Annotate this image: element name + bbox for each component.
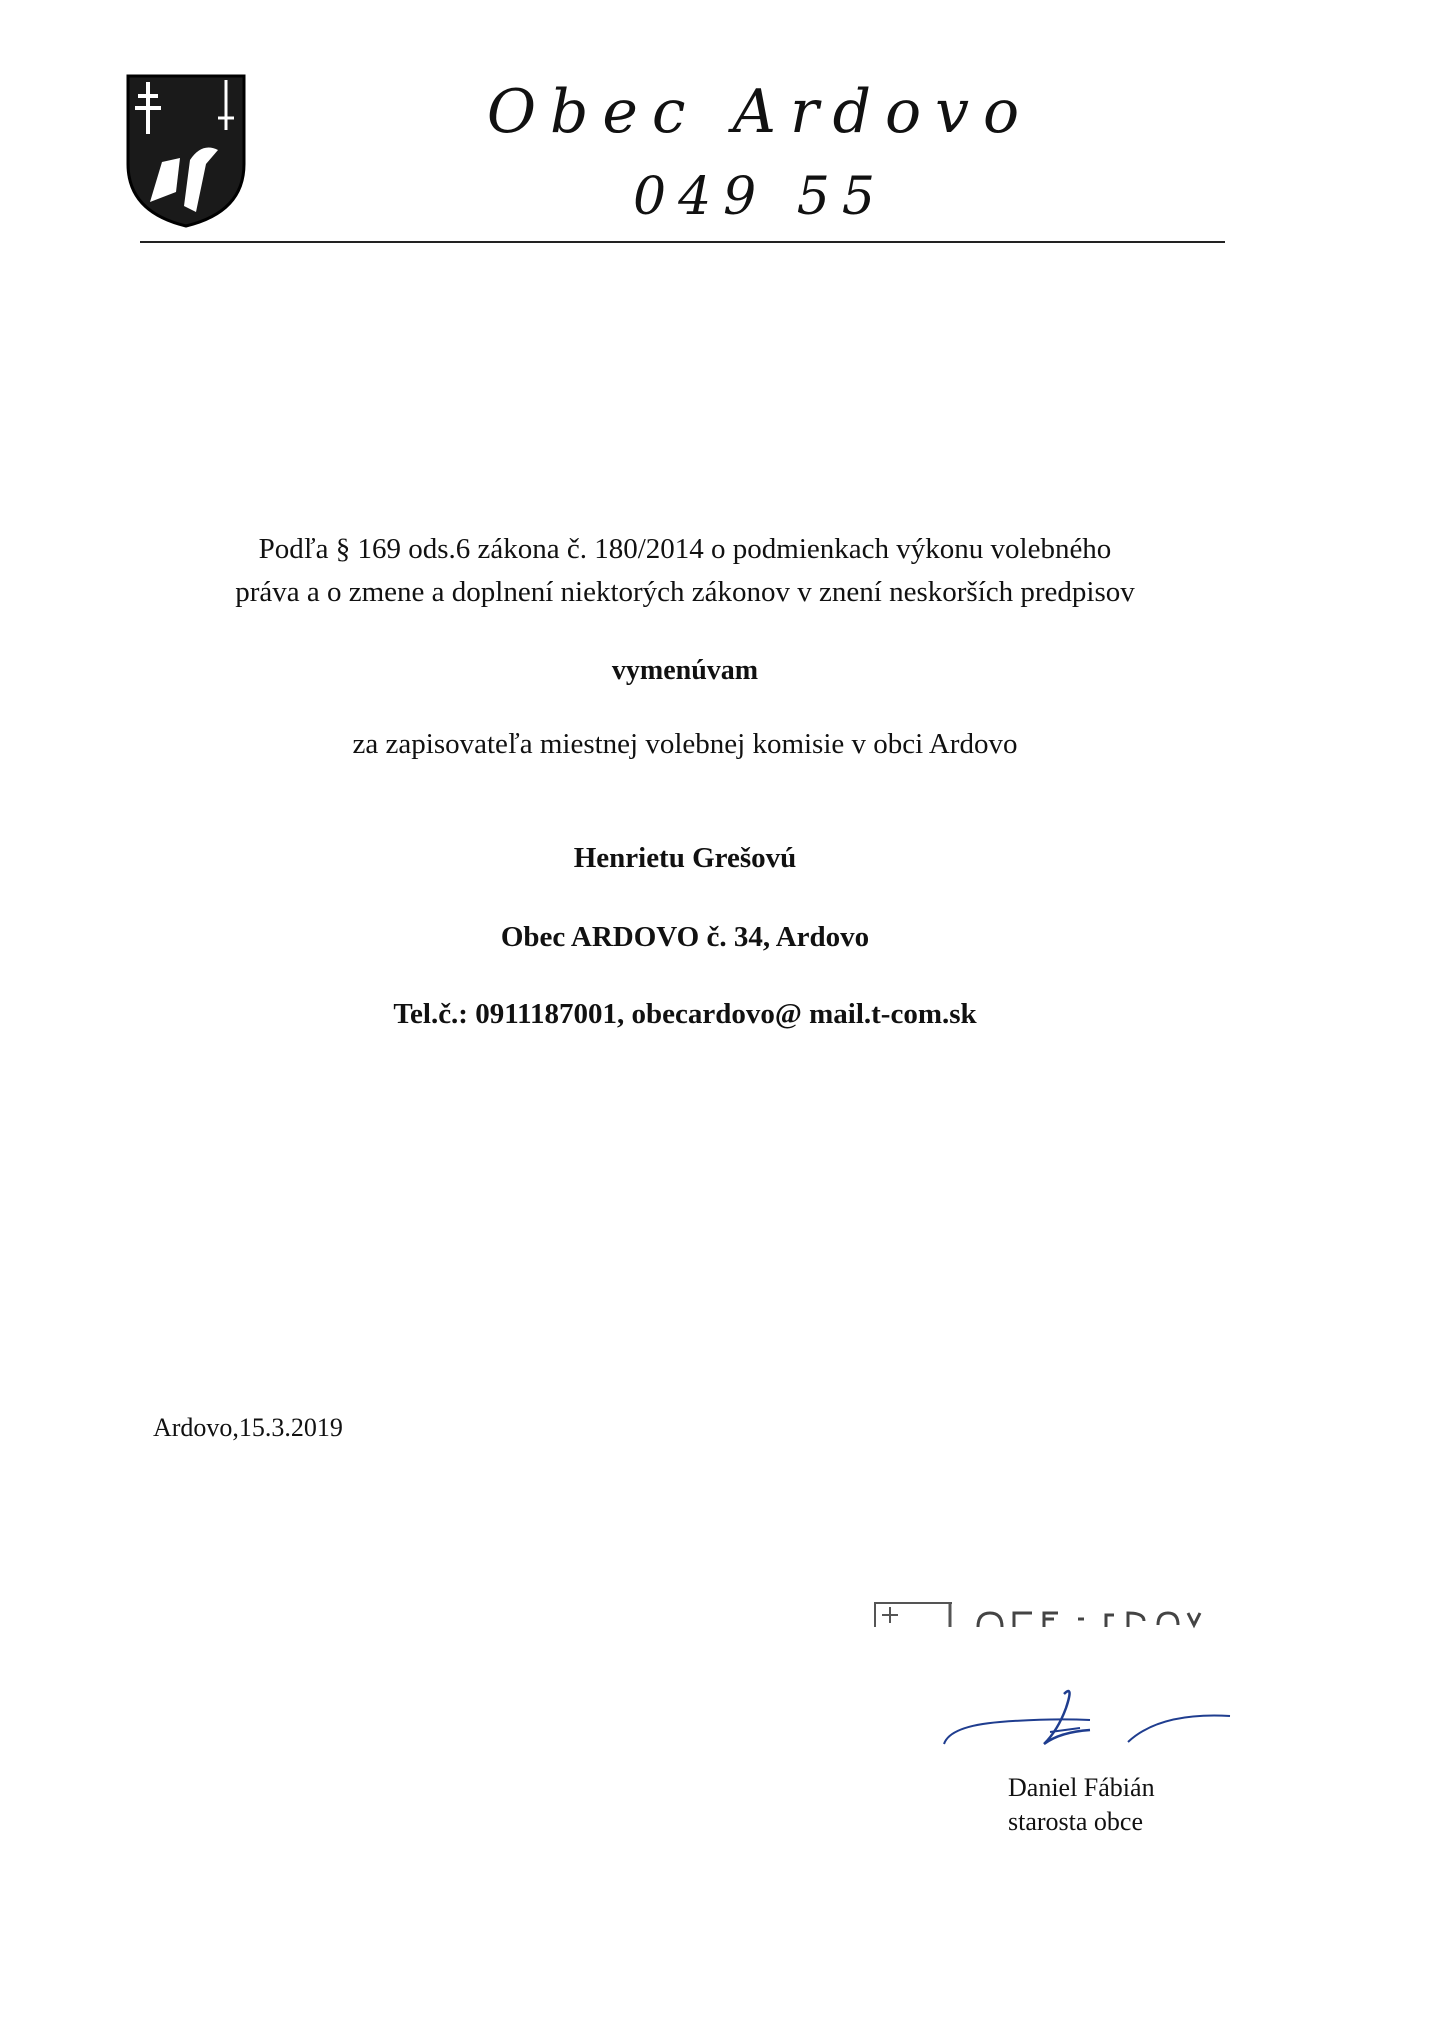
coat-of-arms-icon [122, 72, 250, 230]
signer-title: starosta obce [1008, 1807, 1144, 1836]
appointment-role: za zapisovateľa miestnej volebnej komisie v obci Ardovo [352, 728, 1018, 760]
official-stamp-icon [872, 1595, 1202, 1635]
appointment-verb: vymenúvam [611, 655, 759, 686]
appointee-name: Henrietu Grešovú [573, 842, 797, 874]
appointee-address: Obec ARDOVO č. 34, Ardovo [500, 921, 870, 953]
legal-basis-line-1: Podľa § 169 ods.6 zákona č. 180/2014 o podmienkach výkonu volebného [258, 533, 1112, 565]
legal-basis-line-2: práva a o zmene a doplnení niektorých zákonov v znení neskorších predpisov [235, 576, 1135, 608]
handwritten-signature-icon [940, 1682, 1240, 1762]
header-divider [140, 241, 1225, 243]
signer-name: Daniel Fábián [1008, 1773, 1155, 1802]
place-and-date: Ardovo,15.3.2019 [153, 1413, 343, 1442]
appointee-contact: Tel.č.: 0911187001, obecardovo@ mail.t-com.sk [393, 998, 977, 1030]
municipality-title: Obec Ardovo [486, 77, 1034, 147]
postal-code: 049 55 [633, 167, 887, 227]
